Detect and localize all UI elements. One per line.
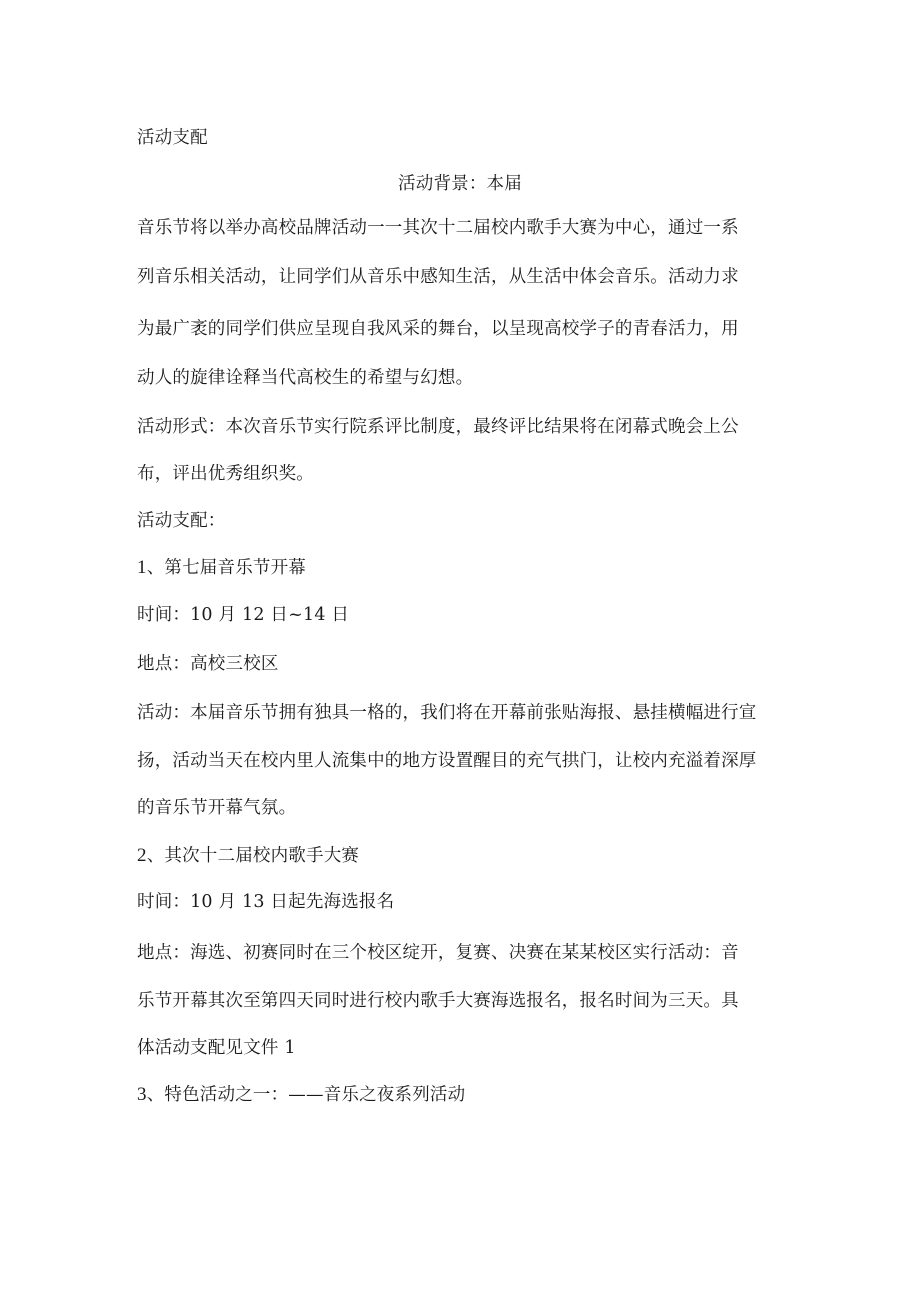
item3-heading — [137, 1084, 465, 1106]
item1-activity-line: 的音乐节开幕气氛。 — [137, 798, 297, 818]
item2-time: 时间：10 月 13 日起先海选报名 — [137, 892, 395, 912]
item2-title: 、其次十二届校内歌手大赛 — [146, 846, 360, 866]
item1-number: 1 — [137, 557, 147, 578]
item1-title: 、第七届音乐节开幕 — [146, 558, 307, 578]
item1-heading — [137, 557, 306, 579]
background-line: 列音乐相关活动，让同学们从音乐中感知生活，从生活中体会音乐。活动力求 — [137, 267, 739, 287]
form-line: 布，评出优秀组织奖。 — [137, 464, 314, 484]
item2-place-line: 地点：海选、初赛同时在三个校区绽开，复赛、决赛在某某校区实行活动：音 — [137, 943, 739, 963]
item1-activity-line: 活动：本届音乐节拥有独具一格的，我们将在开幕前张贴海报、悬挂横幅进行宣 — [137, 703, 757, 723]
document-heading: 活动支配 — [137, 128, 208, 148]
item1-place: 地点：高校三校区 — [137, 654, 279, 674]
item1-activity-line: 扬，活动当天在校内里人流集中的地方设置醒目的充气拱门，让校内充溢着深厚 — [137, 751, 757, 771]
item2-place-line: 乐节开幕其次至第四天同时进行校内歌手大赛海选报名，报名时间为三天。具 — [137, 991, 739, 1011]
item2-heading — [137, 845, 359, 867]
background-line: 音乐节将以举办高校品牌活动一一其次十二届校内歌手大赛为中心，通过一系 — [137, 218, 739, 238]
background-line: 为最广袤的同学们供应呈现自我风采的舞台，以呈现高校学子的青春活力，用 — [137, 319, 739, 339]
item2-number: 2 — [137, 845, 147, 866]
item3-title: 、特色活动之一：——音乐之夜系列活动 — [146, 1085, 466, 1105]
background-heading: 活动背景：本届 — [398, 174, 522, 194]
item3-number: 3 — [137, 1084, 147, 1105]
arrangement-label: 活动支配： — [137, 511, 226, 531]
background-line: 动人的旋律诠释当代高校生的希望与幻想。 — [137, 368, 474, 388]
item1-time: 时间：10 月 12 日~14 日 — [137, 605, 350, 625]
form-line: 活动形式：本次音乐节实行院系评比制度，最终评比结果将在闭幕式晚会上公 — [137, 417, 739, 437]
item2-place-line: 体活动支配见文件 1 — [137, 1038, 296, 1058]
